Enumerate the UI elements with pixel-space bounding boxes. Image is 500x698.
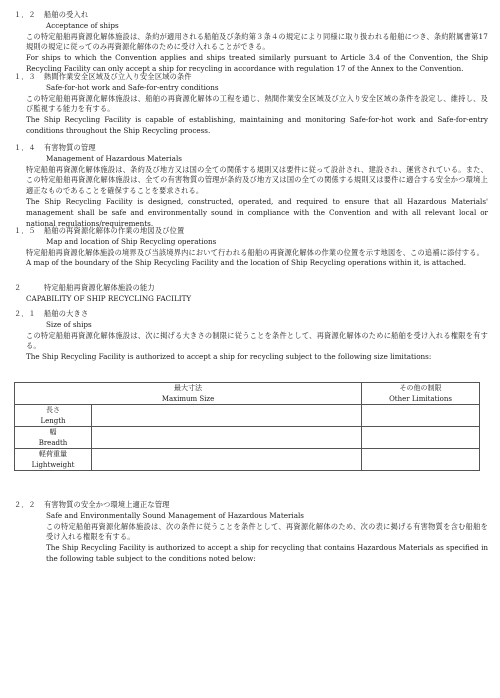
section-heading	[14, 72, 488, 83]
section-body-en: For ships to which the Convention applies and ships treated similarly pursuant to Article 3.4 of the Convention, the Ship Recycling Facility can only accept a ship for recycling in accordance with regulation 17 of the Annex to the Convention.	[26, 53, 488, 73]
section-title-en: Management of Hazardous Materials	[46, 153, 182, 163]
section-title-en: Map and location of Ship Recycling operations	[46, 236, 217, 246]
row-label-en: Length	[40, 416, 66, 425]
header-max-jp: 最大寸法	[174, 384, 203, 392]
row-label-jp: 長さ	[46, 406, 60, 414]
row-max-cell	[92, 405, 362, 427]
row-max-cell	[92, 427, 362, 449]
table-header-max	[15, 383, 362, 405]
section-heading	[14, 309, 488, 320]
row-label	[15, 427, 92, 449]
section-heading	[14, 283, 488, 294]
section-title-jp: 特定船舶再資源化解体施設の能力	[44, 283, 155, 292]
table-row	[15, 405, 480, 427]
section-title-jp: 熱間作業安全区域及び立入り安全区域の条件	[44, 72, 192, 81]
row-label-jp: 軽荷重量	[39, 450, 67, 458]
section-body-en: The Ship Recycling Facility is authorized to accept a ship for recycling subject to the following size limitations:	[26, 352, 432, 362]
section-heading	[14, 226, 488, 237]
row-other-cell	[362, 449, 480, 471]
row-label-en: Lightweight	[31, 460, 75, 469]
row-label-jp: 幅	[49, 428, 57, 436]
section-body-jp: 特定船舶再資源化解体施設は、条約及び地方又は国の全ての関係する規則又は要件に従って設計され、建設され、運営されている。また、この特定船舶再資源化解体施設は、全ての有害物質の管理が条約及び地方又は国の全ての関係する規則又は要件に適合する安全かつ環境上適正なものであることを確保することを要求される。	[26, 164, 488, 196]
section-number: ２．１	[14, 309, 36, 318]
row-label	[15, 405, 92, 427]
section-body-en: A map of the boundary of the Ship Recycling Facility and the location of Ship Recycling operations within it, is attached.	[26, 258, 467, 268]
row-other-cell	[362, 427, 480, 449]
table-header-row	[15, 383, 480, 405]
section-heading	[14, 500, 488, 511]
section-number: ２	[14, 283, 22, 292]
table-row	[15, 427, 480, 449]
section-body-en: The Ship Recycling Facility is capable of establishing, maintaining and monitoring Safe-for-hot work and Safe-for-entry conditions throughout the Ship Recycling process.	[26, 115, 488, 135]
section-title-en: Size of ships	[46, 319, 92, 329]
section-1-5	[14, 226, 488, 269]
row-label	[15, 449, 92, 471]
section-title-en: Safe and Environmentally Sound Management of Hazardous Materials	[46, 510, 304, 520]
section-number: １．３	[14, 72, 36, 81]
table-header-other	[362, 383, 480, 405]
row-other-cell	[362, 405, 480, 427]
section-heading	[14, 143, 488, 154]
section-2	[14, 283, 488, 305]
section-body-jp: この特定船舶再資源化解体施設は、船舶の再資源化解体の工程を通じ、熱間作業安全区域及び立入り安全区域の条件を設定し、維持し、及び監視する能力を有する。	[26, 93, 488, 114]
section-body-en: The Ship Recycling Facility is designed, constructed, operated, and required to ensure that all Hazardous Materials' management shall be safe and environmentally sound in compliance with the Convention and with all relevant local or national regulations/requirements.	[26, 196, 488, 228]
row-label-en: Breadth	[38, 438, 68, 447]
section-title-en: CAPABILITY OF SHIP RECYCLING FACILITY	[26, 293, 192, 303]
row-max-cell	[92, 449, 362, 471]
header-max-en: Maximum Size	[161, 394, 215, 403]
section-body-jp: この特定船舶再資源化解体施設は、次に掲げる大きさの制限に従うことを条件として、再資源化解体のために船舶を受け入れる権限を有する。	[26, 330, 488, 351]
section-body-jp: 特定船舶再資源化解体施設の境界及び当該境界内において行われる船舶の再資源化解体の作業の位置を示す地図を、この追補に添付する。	[26, 247, 485, 257]
section-title-jp: 有害物質の管理	[44, 143, 96, 152]
table-row	[15, 449, 480, 471]
section-title-jp: 船舶の再資源化解体の作業の地図及び位置	[44, 226, 185, 235]
section-1-2	[14, 10, 488, 75]
section-number: １．４	[14, 143, 36, 152]
section-title-en: Acceptance of ships	[46, 20, 119, 30]
section-body-jp: この特定船舶再資源化解体施設は、条約が適用される船舶及び条約第３条４の規定により同様に取り扱われる船舶につき、条約附属書第17規則の規定に従ってのみ再資源化解体のために受け入れることができる。	[26, 31, 488, 52]
header-other-jp: その他の制限	[399, 384, 442, 392]
section-title-jp: 船舶の大きさ	[44, 309, 89, 318]
section-title-jp: 有害物質の安全かつ環境上適正な管理	[44, 500, 170, 509]
section-heading	[14, 10, 488, 21]
section-1-4	[14, 143, 488, 229]
section-number: ２．２	[14, 500, 36, 509]
section-1-3	[14, 72, 488, 137]
section-2-1	[14, 309, 488, 363]
section-number: １．５	[14, 226, 36, 235]
size-limitations-table	[14, 382, 480, 471]
section-number: １．２	[14, 10, 36, 19]
section-body-jp: この特定船舶再資源化解体施設は、次の条件に従うことを条件として、再資源化解体のため、次の表に掲げる有害物質を含む船舶を受け入れる権限を有する。	[46, 521, 488, 542]
section-title-en: Safe-for-hot work and Safe-for-entry conditions	[46, 82, 219, 92]
section-title-jp: 船舶の受入れ	[44, 10, 89, 19]
header-other-en: Other Limitations	[389, 394, 452, 403]
section-2-2	[14, 500, 488, 565]
section-body-en: The Ship Recycling Facility is authorized to accept a ship for recycling that contains Hazardous Materials as specified in the following table subject to the conditions noted below:	[46, 543, 488, 563]
